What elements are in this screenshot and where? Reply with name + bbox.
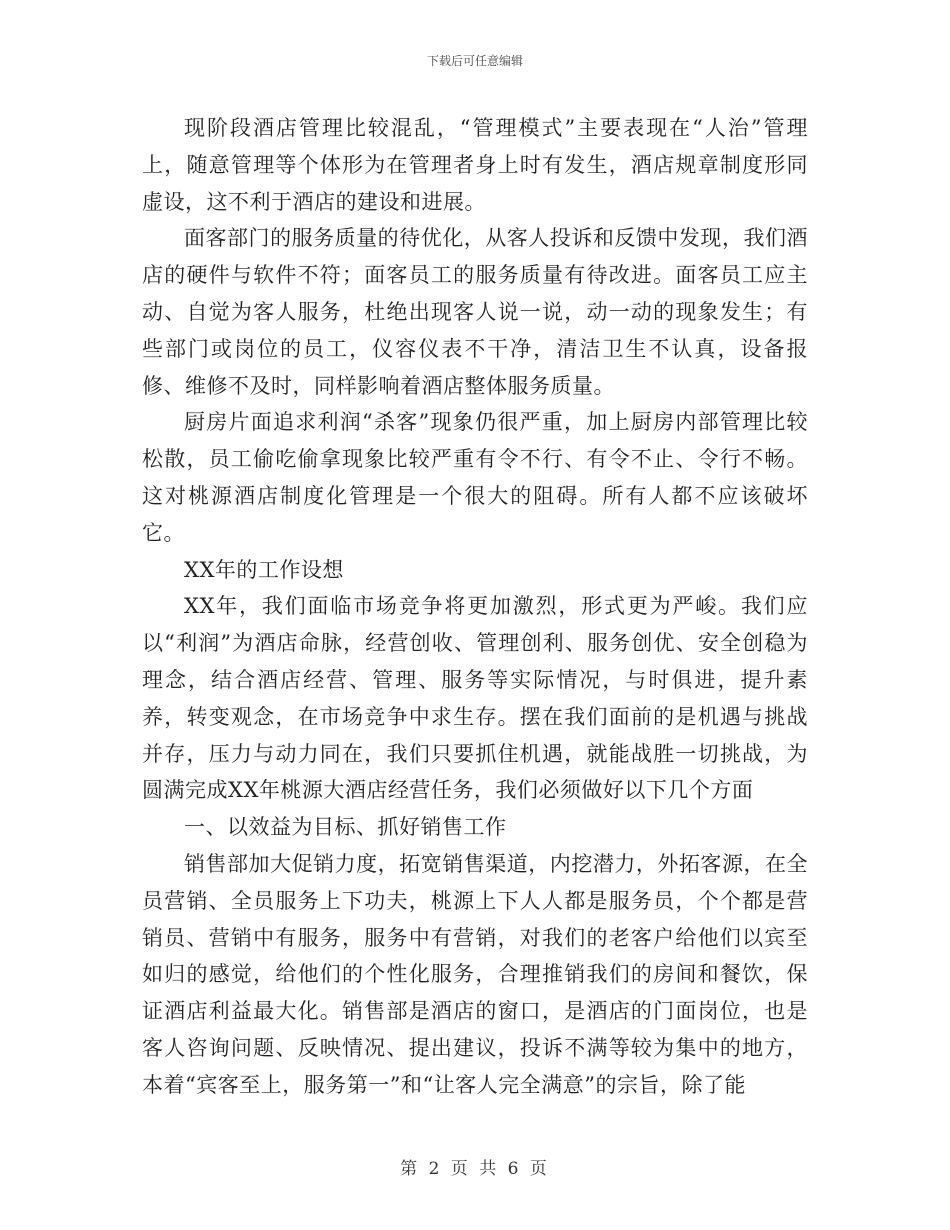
paragraph-kitchen-issues: 厨房片面追求利润“杀客”现象仍很严重，加上厨房内部管理比较松散，员工偷吃偷拿现象比较严重有令不行、有令不止、令行不畅。这对桃源酒店制度化管理是一个很大的阻碍。所有人都不应该破坏它。 xyxy=(142,410,808,545)
document-body xyxy=(142,110,808,1104)
section-heading-sales: 一、以效益为目标、抓好销售工作 xyxy=(184,815,507,840)
paragraph-work-plan: XX年，我们面临市场竞争将更加激烈，形式更为严峻。我们应以“利润”为酒店命脉，经营创收、管理创利、服务创优、安全创稳为理念，结合酒店经营、管理、服务等实际情况，与时俱进，提升素养，转变观念，在市场竞争中求生存。摆在我们面前的是机遇与挑战并存，压力与动力同在，我们只要抓住机遇，就能战胜一切挑战，为圆满完成XX年桃源大酒店经营任务，我们必须做好以下几个方面 xyxy=(142,594,808,803)
page-number-footer: 第 2 页 共 6 页 xyxy=(400,1159,550,1179)
section-heading-work-plan: XX年的工作设想 xyxy=(184,557,344,582)
paragraph-sales: 销售部加大促销力度，拓宽销售渠道，内挖潜力，外拓客源，在全员营销、全员服务上下功夫，桃源上下人人都是服务员，个个都是营销员、营销中有服务，服务中有营销，对我们的老客户给他们以宾至如归的感觉，给他们的个性化服务，合理推销我们的房间和餐饮，保证酒店利益最大化。销售部是酒店的窗口，是酒店的门面岗位，也是客人咨询问题、反映情况、提出建议，投诉不满等较为集中的地方，本着“宾客至上，服务第一”和“让客人完全满意”的宗旨，除了能 xyxy=(142,851,808,1097)
paragraph-service-quality: 面客部门的服务质量的待优化，从客人投诉和反馈中发现，我们酒店的硬件与软件不符；面客员工的服务质量有待改进。面客员工应主动、自觉为客人服务，杜绝出现客人说一说，动一动的现象发生；有些部门或岗位的员工，仪容仪表不干净，清洁卫生不认真，设备报修、维修不及时，同样影响着酒店整体服务质量。 xyxy=(142,226,808,398)
paragraph-management-issues: 现阶段酒店管理比较混乱，“管理模式”主要表现在“人治”管理上，随意管理等个体形为在管理者身上时有发生，酒店规章制度形同虚设，这不利于酒店的建设和进展。 xyxy=(142,116,808,214)
page-header: 下载后可任意编辑 xyxy=(426,54,523,68)
